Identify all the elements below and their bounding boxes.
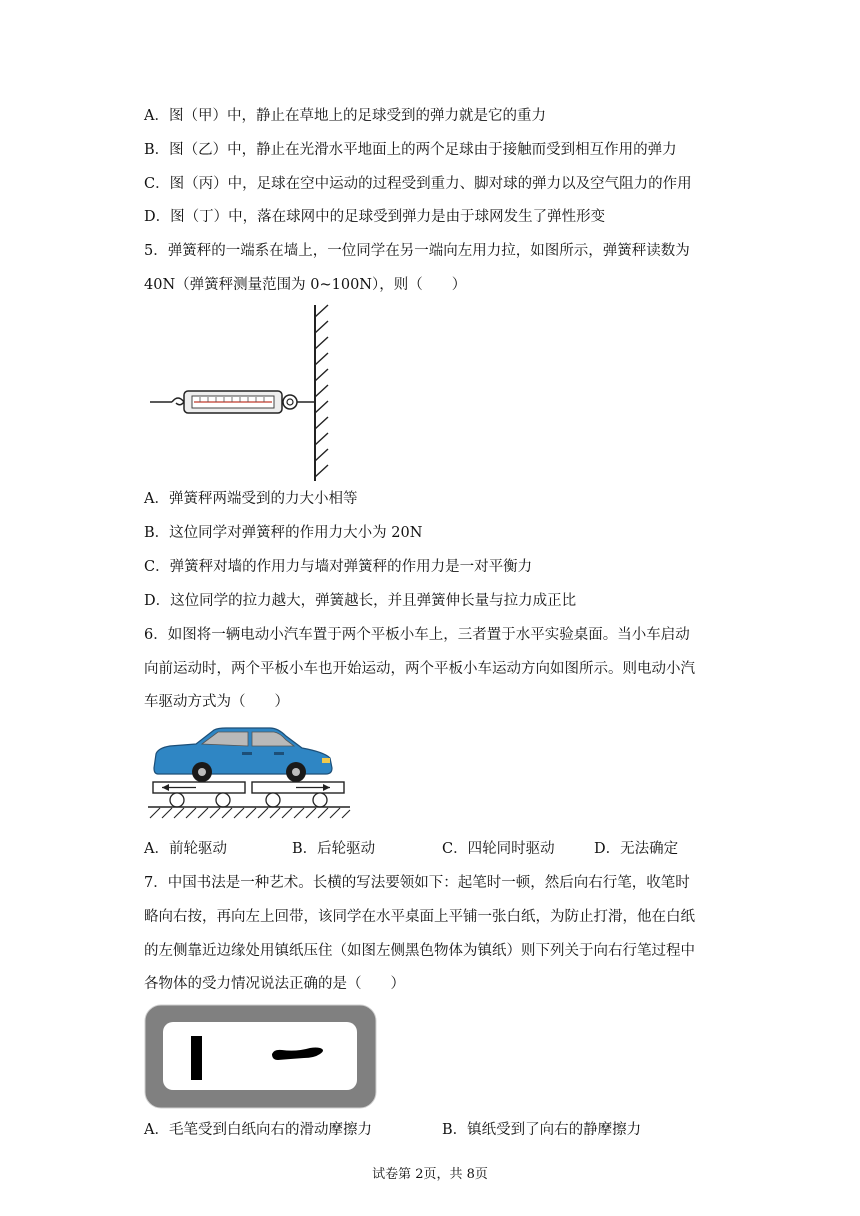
q5-stem-line-2: 40N（弹簧秤测量范围为 0~100N），则（ ）	[144, 277, 467, 293]
q4-option-b: B．图（乙）中，静止在光滑水平地面上的两个足球由于接触而受到相互作用的弹力	[144, 142, 677, 158]
table-hatching	[150, 808, 350, 818]
q5-option-b: B．这位同学对弹簧秤的作用力大小为 20N	[144, 525, 423, 541]
car-light	[322, 758, 330, 763]
q7-option-a: A．毛笔受到白纸向右的滑动摩擦力	[144, 1122, 372, 1138]
q5-option-a: A．弹簧秤两端受到的力大小相等	[144, 491, 358, 507]
q7-stem-line-1: 7．中国书法是一种艺术。长横的写法要领如下：起笔时一顿，然后向右行笔，收笔时	[144, 875, 690, 891]
q6-option-c: C．四轮同时驱动	[442, 841, 555, 857]
q6-stem-line-3: 车驱动方式为（ ）	[144, 694, 289, 710]
calligraphy-figure	[144, 1004, 378, 1110]
ring-icon	[283, 395, 297, 409]
q6-stem-line-2: 向前运动时，两个平板小车也开始运动，两个平板小车运动方向如图所示。则电动小汽	[144, 661, 695, 677]
q4-option-c: C．图（丙）中，足球在空中运动的过程受到重力、脚对球的弹力以及空气阻力的作用	[144, 176, 692, 192]
q6-option-b: B．后轮驱动	[292, 841, 376, 857]
q4-option-a: A．图（甲）中，静止在草地上的足球受到的弹力就是它的重力	[144, 108, 546, 124]
q4-option-d: D．图（丁）中，落在球网中的足球受到弹力是由于球网发生了弹性形变	[144, 209, 606, 225]
q5-stem-line-1: 5．弹簧秤的一端系在墙上，一位同学在另一端向左用力拉，如图所示，弹簧秤读数为	[144, 243, 690, 259]
q5-option-d: D．这位同学的拉力越大，弹簧越长，并且弹簧伸长量与拉力成正比	[144, 593, 577, 609]
q5-option-c: C．弹簧秤对墙的作用力与墙对弹簧秤的作用力是一对平衡力	[144, 559, 533, 575]
hook-icon	[172, 398, 184, 405]
q6-option-a: A．前轮驱动	[144, 841, 227, 857]
q6-option-d: D．无法确定	[594, 841, 679, 857]
spring-scale-figure	[150, 303, 330, 483]
q7-stem-line-3: 的左侧靠近边缘处用镇纸压住（如图左侧黑色物体为镇纸）则下列关于向右行笔过程中	[144, 943, 695, 959]
paperweight	[191, 1036, 202, 1080]
q7-stem-line-2: 略向右按，再向左上回带，该同学在水平桌面上平铺一张白纸，为防止打滑，他在白纸	[144, 909, 695, 925]
q6-stem-line-1: 6．如图将一辆电动小汽车置于两个平板小车上，三者置于水平实验桌面。当小车启动	[144, 627, 690, 643]
electric-car-figure	[146, 724, 356, 824]
wall-hatching	[315, 305, 328, 477]
page-footer: 试卷第 2页，共 8页	[372, 1167, 488, 1182]
q7-stem-line-4: 各物体的受力情况说法正确的是（ ）	[144, 976, 405, 992]
q7-option-b: B．镇纸受到了向右的静摩擦力	[442, 1122, 642, 1138]
